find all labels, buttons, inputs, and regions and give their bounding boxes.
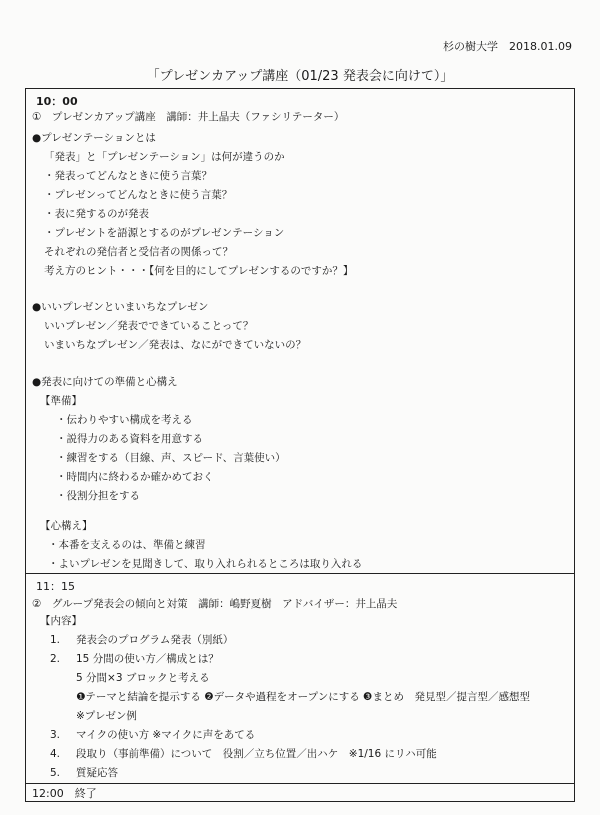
- divider-1: [26, 573, 574, 574]
- line: いいプレゼン／発表でできていることって？: [44, 320, 254, 332]
- bullet-presentation: ●プレゼンテーションとは: [32, 132, 156, 144]
- list-item: 段取り（事前準備）について 役割／立ち位置／出ハケ ※1/16 にリハ可能: [76, 748, 437, 760]
- item-number: 3.: [50, 729, 61, 741]
- list-item: ・説得力のある資料を用意する: [56, 433, 203, 445]
- prep-label: 【準備】: [40, 395, 82, 407]
- line: ・発表ってどんなときに使う言葉？: [44, 170, 212, 182]
- list-item: 質疑応答: [76, 767, 118, 779]
- bullet-good-bad: ●いいプレゼンといまいちなプレゼン: [32, 301, 209, 313]
- document-title: 「プレゼンカアップ講座（01/23 発表会に向けて）」: [146, 69, 454, 84]
- list-item: ・時間内に終わるか確かめておく: [56, 471, 214, 483]
- list-item: ・伝わりやすい構成を考える: [56, 414, 193, 426]
- item-number: 1.: [50, 634, 61, 646]
- line: それぞれの発信者と受信者の関係って？: [44, 246, 233, 258]
- end-time: 12:00 終了: [32, 787, 97, 800]
- list-item: ・練習をする（目線、声、スピード、言葉使い）: [56, 452, 286, 464]
- list-item: 15 分間の使い方／構成とは？: [76, 653, 219, 665]
- time-1000: 10：00: [36, 95, 78, 108]
- line: 「発表」と「プレゼンテーション」は何が違うのか: [44, 151, 285, 163]
- content-label: 【内容】: [40, 615, 82, 627]
- item-number: 4.: [50, 748, 61, 760]
- item-number: 5.: [50, 767, 61, 779]
- sub-line: ※プレゼン例: [76, 710, 137, 722]
- line: いまいちなプレゼン／発表は、なにができていないの？: [44, 339, 307, 351]
- list-item: ・本番を支えるのは、準備と練習: [48, 539, 206, 551]
- bullet-preparation: ●発表に向けての準備と心構え: [32, 376, 178, 388]
- time-1115: 11：15: [36, 580, 75, 593]
- line: ・表に発するのが発表: [44, 208, 149, 220]
- mind-label: 【心構え】: [40, 520, 93, 532]
- session-1-heading: ① プレゼンカアップ講座 講師：井上晶夫（ファシリテーター）: [32, 111, 345, 123]
- line: 考え方のヒント・・・【何を目的にしてプレゼンするのですか？】: [44, 265, 354, 277]
- list-item: マイクの使い方 ※マイクに声をあてる: [76, 729, 256, 741]
- sub-line: ❶テーマと結論を提示する ❷データや過程をオープンにする ❸まとめ 発見型／提言型／感想型: [76, 691, 530, 703]
- line: ・プレゼンってどんなときに使う言葉？: [44, 189, 233, 201]
- line: ・プレゼントを語源とするのがプレゼンテーション: [44, 227, 285, 239]
- list-item: ・役割分担をする: [56, 490, 140, 502]
- item-number: 2.: [50, 653, 61, 665]
- sub-line: 5 分間×3 ブロックと考える: [76, 672, 210, 684]
- divider-2: [26, 783, 574, 784]
- org-date: 杉の樹大学 2018.01.09: [443, 40, 572, 53]
- session-2-heading: ② グループ発表会の傾向と対策 講師：嶋野夏樹 アドバイザー：井上晶夫: [32, 598, 398, 610]
- list-item: ・よいプレゼンを見聞きして、取り入れられるところは取り入れる: [48, 558, 363, 570]
- list-item: 発表会のプログラム発表（別紙）: [76, 634, 234, 646]
